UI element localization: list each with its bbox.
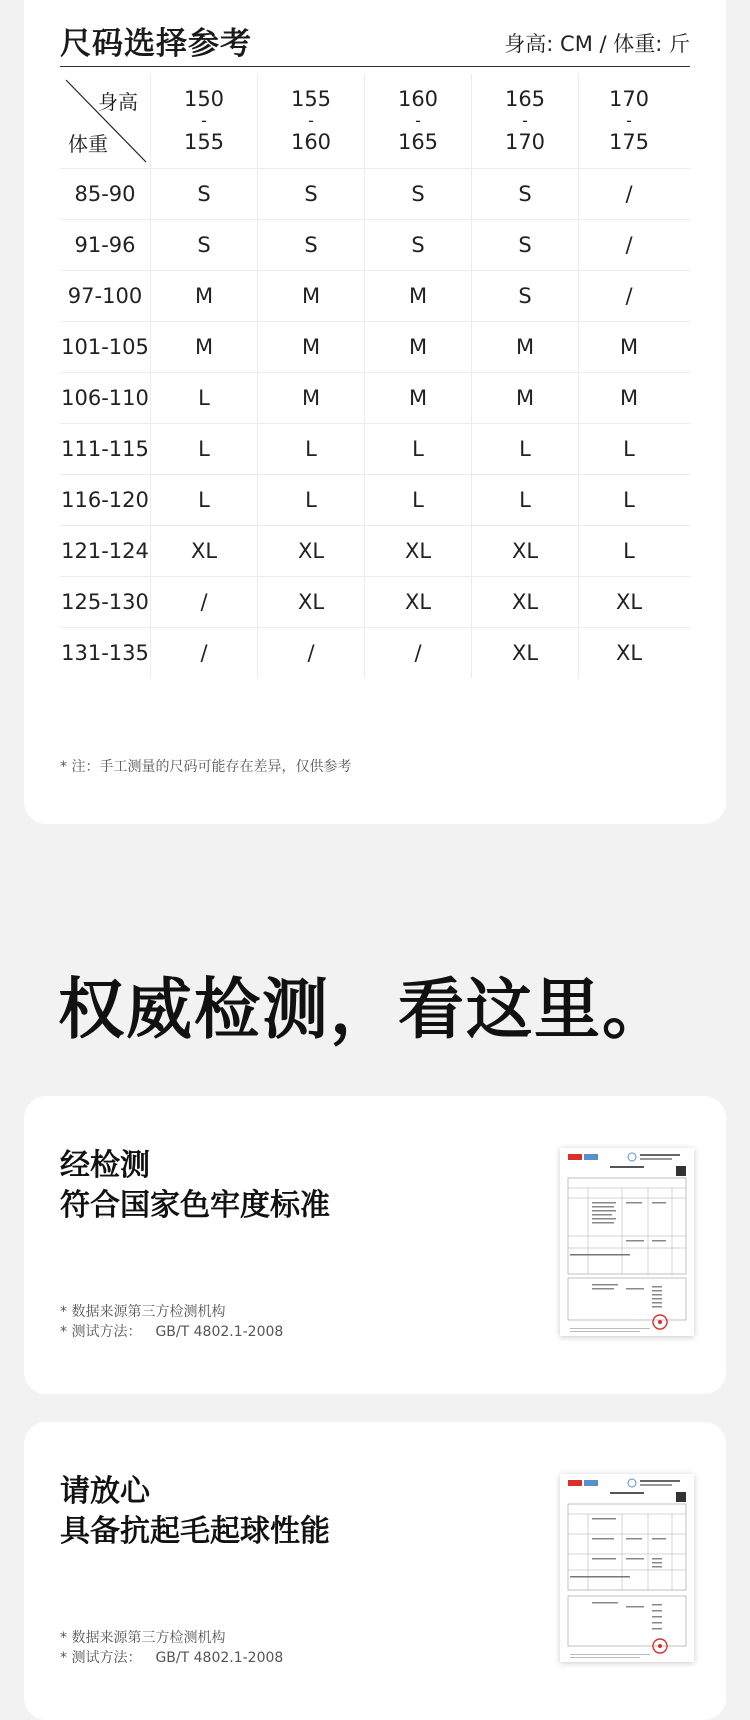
corner-header-cell bbox=[60, 74, 151, 168]
size-cell: / bbox=[625, 182, 633, 206]
size-cell: XL bbox=[258, 577, 365, 627]
size-cell: S bbox=[472, 169, 579, 219]
weight-cell: 121-124 bbox=[60, 526, 151, 576]
size-cell: / bbox=[258, 628, 365, 678]
test-report-thumbnail bbox=[560, 1148, 694, 1336]
size-cell: XL bbox=[365, 526, 472, 576]
weight-cell: 125-130 bbox=[60, 577, 151, 627]
size-cell: XL bbox=[151, 526, 258, 576]
size-cell: / bbox=[625, 233, 633, 257]
table-row bbox=[60, 322, 690, 373]
size-cell: M bbox=[365, 322, 472, 372]
corner-height-label: 身高 bbox=[98, 90, 138, 114]
weight-cell: 97-100 bbox=[60, 271, 151, 321]
test-note bbox=[60, 1302, 283, 1342]
size-cell: M bbox=[151, 322, 258, 372]
size-cell: / bbox=[365, 628, 472, 678]
size-cell: M bbox=[258, 373, 365, 423]
size-cell: S bbox=[258, 169, 365, 219]
size-chart-title: 尺码选择参考 bbox=[60, 26, 252, 62]
test-title-line2: 具备抗起毛起球性能 bbox=[60, 1514, 330, 1549]
table-header-row bbox=[60, 74, 690, 169]
size-cell: S bbox=[472, 271, 579, 321]
size-chart-note: * 注：手工测量的尺码可能存在差异，仅供参考 bbox=[60, 759, 352, 775]
size-cell: M bbox=[619, 335, 639, 359]
size-cell: XL bbox=[472, 577, 579, 627]
height-header-cell: 165 - 170 bbox=[472, 74, 579, 168]
size-cell: M bbox=[258, 271, 365, 321]
size-cell: / bbox=[151, 577, 258, 627]
size-cell: M bbox=[472, 373, 579, 423]
size-cell: L bbox=[151, 475, 258, 525]
data-source-note: * 数据来源第三方检测机构 bbox=[60, 1304, 226, 1320]
height-from: 160 bbox=[397, 87, 439, 111]
weight-cell: 116-120 bbox=[60, 475, 151, 525]
size-cell: S bbox=[365, 220, 472, 270]
size-cell: L bbox=[258, 475, 365, 525]
size-cell: L bbox=[151, 373, 258, 423]
height-from: 155 bbox=[290, 87, 332, 111]
size-cell: XL bbox=[472, 628, 579, 678]
height-to: 160 bbox=[290, 130, 332, 154]
test-method-note bbox=[60, 1648, 283, 1668]
size-cell: S bbox=[151, 220, 258, 270]
test-method-value: GB/T 4802.1-2008 bbox=[155, 1650, 284, 1666]
weight-cell: 131-135 bbox=[60, 628, 151, 678]
size-cell: S bbox=[365, 169, 472, 219]
height-to: 170 bbox=[504, 130, 546, 154]
size-cell: L bbox=[365, 475, 472, 525]
test-title-line1: 经检测 bbox=[60, 1148, 150, 1183]
corner-weight-label: 体重 bbox=[68, 132, 108, 156]
size-cell: L bbox=[623, 539, 635, 563]
weight-cell: 111-115 bbox=[60, 424, 151, 474]
weight-cell: 101-105 bbox=[60, 322, 151, 372]
size-cell: XL bbox=[615, 641, 643, 665]
height-header-cell: 160 - 165 bbox=[365, 74, 472, 168]
size-cell: M bbox=[619, 386, 639, 410]
size-chart-card bbox=[24, 0, 726, 824]
size-cell: S bbox=[258, 220, 365, 270]
table-row bbox=[60, 628, 690, 678]
test-method-label: * 测试方法： bbox=[60, 1650, 142, 1666]
test-method-note bbox=[60, 1322, 283, 1342]
size-table bbox=[60, 74, 690, 678]
size-cell: L bbox=[472, 475, 579, 525]
size-cell: M bbox=[365, 373, 472, 423]
test-card-colorfastness bbox=[24, 1096, 726, 1394]
size-cell: M bbox=[472, 322, 579, 372]
size-cell: M bbox=[151, 271, 258, 321]
table-row bbox=[60, 424, 690, 475]
table-row bbox=[60, 220, 690, 271]
test-method-value: GB/T 4802.1-2008 bbox=[155, 1324, 284, 1340]
size-cell: XL bbox=[472, 526, 579, 576]
test-card-pilling bbox=[24, 1422, 726, 1720]
size-cell: XL bbox=[258, 526, 365, 576]
test-report-image bbox=[560, 1474, 694, 1662]
table-row bbox=[60, 169, 690, 220]
table-row bbox=[60, 373, 690, 424]
test-note bbox=[60, 1628, 283, 1668]
height-to: 155 bbox=[183, 130, 225, 154]
size-cell: L bbox=[623, 437, 635, 461]
size-cell: XL bbox=[365, 577, 472, 627]
height-from: 150 bbox=[183, 87, 225, 111]
size-cell: S bbox=[151, 169, 258, 219]
height-from: 165 bbox=[504, 87, 546, 111]
size-chart-units: 身高: CM / 体重: 斤 bbox=[504, 32, 690, 56]
table-row bbox=[60, 475, 690, 526]
size-cell: M bbox=[365, 271, 472, 321]
height-header-cell: 155 - 160 bbox=[258, 74, 365, 168]
weight-cell: 91-96 bbox=[60, 220, 151, 270]
test-method-label: * 测试方法： bbox=[60, 1324, 142, 1340]
data-source-note: * 数据来源第三方检测机构 bbox=[60, 1630, 226, 1646]
table-row bbox=[60, 577, 690, 628]
size-cell: / bbox=[151, 628, 258, 678]
table-row bbox=[60, 271, 690, 322]
section-headline: 权威检测，看这里。 bbox=[58, 971, 670, 1048]
size-cell: M bbox=[258, 322, 365, 372]
size-cell: S bbox=[472, 220, 579, 270]
size-cell: L bbox=[472, 424, 579, 474]
test-title-line2: 符合国家色牢度标准 bbox=[60, 1188, 330, 1223]
size-cell: L bbox=[151, 424, 258, 474]
size-cell: XL bbox=[615, 590, 643, 614]
height-from: 170 bbox=[608, 87, 650, 111]
title-divider bbox=[60, 66, 690, 67]
size-cell: L bbox=[258, 424, 365, 474]
test-report-image bbox=[560, 1148, 694, 1336]
height-to: 175 bbox=[608, 130, 650, 154]
test-title-line1: 请放心 bbox=[60, 1474, 150, 1509]
height-header-cell: 150 - 155 bbox=[151, 74, 258, 168]
test-report-thumbnail bbox=[560, 1474, 694, 1662]
height-header-cell: 170 - 175 bbox=[608, 87, 650, 154]
weight-cell: 85-90 bbox=[60, 169, 151, 219]
weight-cell: 106-110 bbox=[60, 373, 151, 423]
size-cell: L bbox=[623, 488, 635, 512]
test-title bbox=[60, 1146, 330, 1226]
height-to: 165 bbox=[397, 130, 439, 154]
table-row bbox=[60, 526, 690, 577]
test-title bbox=[60, 1472, 330, 1552]
size-cell: L bbox=[365, 424, 472, 474]
size-cell: / bbox=[625, 284, 633, 308]
